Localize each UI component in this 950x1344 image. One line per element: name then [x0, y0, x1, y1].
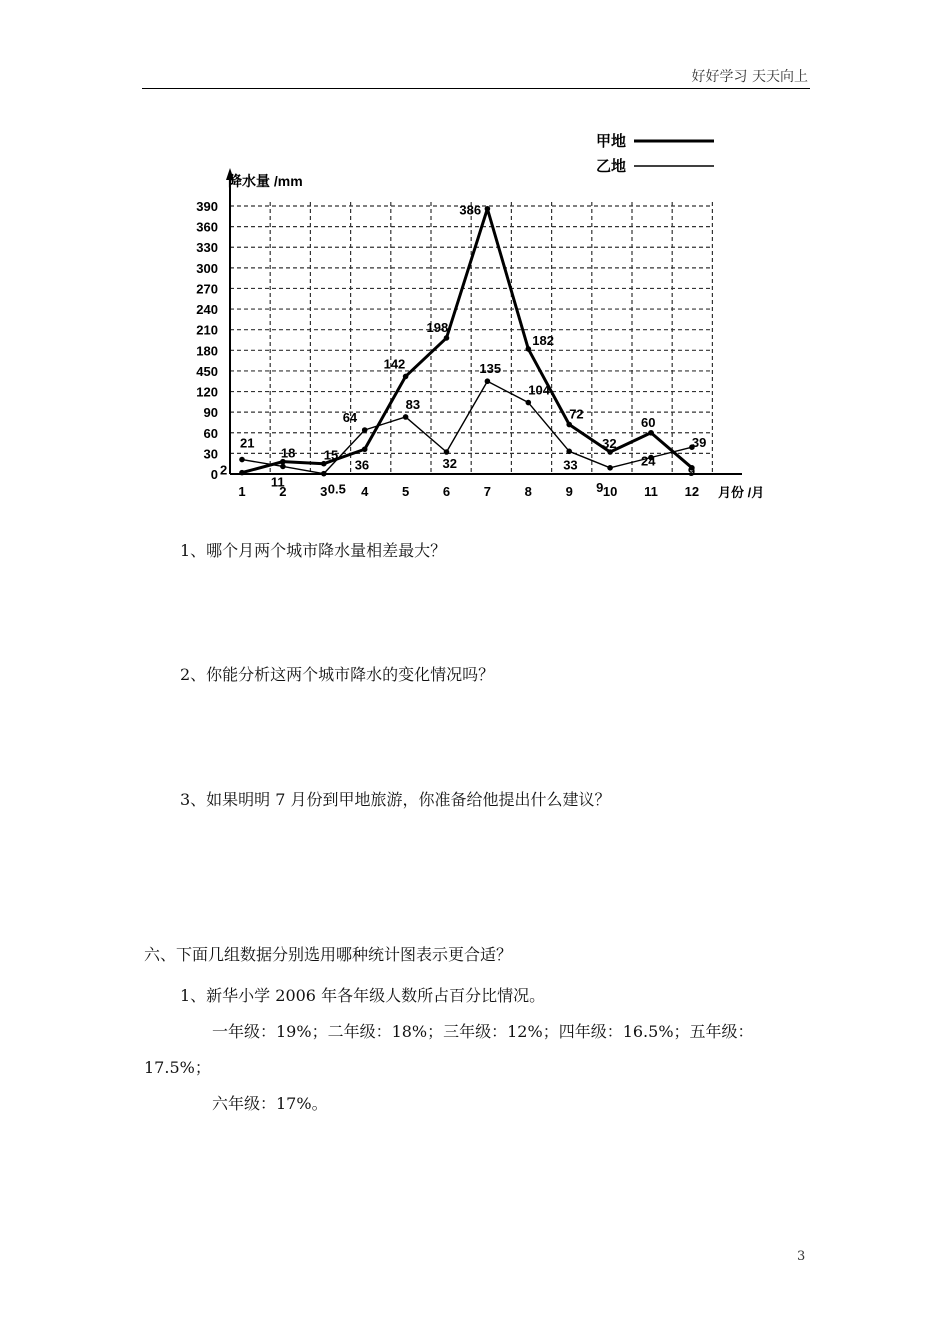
data-label-yi: 32 [442, 456, 457, 472]
data-label-yi: 9 [596, 479, 604, 495]
page-number: 3 [797, 1249, 806, 1264]
x-axis-label: 月份 /月 [718, 485, 765, 500]
data-label-jia: 15 [323, 447, 339, 463]
section-6-item-1: 1、新华小学 2006 年各年级人数所占百分比情况。 [180, 986, 546, 1005]
data-label-jia: 60 [641, 414, 656, 430]
x-tick-label: 1 [238, 484, 246, 499]
data-label-yi: 21 [240, 435, 255, 451]
data-point-jia [648, 430, 654, 436]
data-label-yi: 24 [641, 453, 656, 469]
y-tick-label: 390 [196, 199, 218, 214]
data-label-jia: 2 [220, 462, 228, 478]
y-tick-label: 240 [196, 302, 218, 318]
data-point-jia [362, 446, 368, 452]
data-point-yi [280, 464, 286, 470]
data-point-yi [566, 449, 572, 455]
data-label-jia: 36 [354, 457, 370, 473]
y-tick-label: 90 [203, 405, 218, 421]
x-tick-label: 3 [320, 484, 328, 499]
data-label-jia: 9 [687, 463, 696, 479]
x-tick-label: 2 [279, 484, 287, 499]
y-tick-label: 210 [196, 322, 218, 338]
data-point-yi [526, 400, 532, 406]
question-3: 3、如果明明 7 月份到甲地旅游，你准备给他提出什么建议？ [180, 790, 611, 809]
y-tick-label: 0 [210, 467, 218, 482]
data-label-yi: 83 [405, 396, 421, 412]
x-tick-label: 9 [565, 484, 573, 499]
data-label-yi: 0.5 [327, 481, 346, 497]
precipitation-line-chart [190, 120, 770, 520]
y-tick-label: 330 [196, 240, 218, 256]
data-label-yi: 33 [563, 457, 578, 473]
data-label-jia: 18 [280, 445, 296, 461]
y-tick-label: 30 [203, 446, 218, 462]
data-label-yi: 11 [270, 474, 285, 490]
data-label-jia: 142 [383, 356, 406, 372]
x-tick-label: 6 [442, 484, 451, 499]
y-tick-label: 60 [203, 425, 218, 441]
data-label-jia: 198 [426, 319, 449, 335]
y-tick-label: 360 [196, 219, 218, 235]
data-label-jia: 386 [459, 202, 482, 218]
x-tick-label: 7 [483, 484, 492, 499]
page-header [142, 66, 810, 88]
x-tick-label: 11 [644, 484, 658, 499]
data-point-jia [239, 470, 245, 476]
y-tick-label: 450 [196, 363, 218, 379]
data-label-yi: 64 [342, 410, 358, 426]
data-label-jia: 72 [569, 406, 584, 422]
data-point-jia [526, 346, 532, 352]
data-point-jia [566, 422, 572, 428]
data-point-yi [444, 449, 450, 455]
data-point-yi [485, 378, 491, 384]
y-tick-label: 180 [196, 343, 218, 359]
y-axis-label: 降水量 /mm [228, 173, 303, 189]
y-tick-label: 300 [196, 260, 218, 276]
section-6-title: 六、下面几组数据分别选用哪种统计图表示更合适？ [144, 945, 513, 964]
data-label-jia: 182 [532, 332, 555, 348]
x-tick-label: 12 [684, 484, 700, 499]
data-point-yi [607, 465, 613, 471]
data-point-yi [362, 427, 368, 433]
series-line-yi [242, 381, 692, 473]
question-1: 1、哪个月两个城市降水量相差最大？ [180, 541, 447, 560]
header-text: 好好学习 天天向上 [691, 69, 808, 85]
y-tick-label: 120 [196, 384, 218, 400]
legend-label: 乙地 [596, 158, 627, 175]
data-point-yi [239, 457, 245, 463]
data-label-jia: 32 [602, 436, 617, 452]
x-tick-label: 5 [401, 484, 410, 499]
x-tick-label: 10 [602, 484, 618, 499]
grade-data-line-3: 六年级：17%。 [212, 1094, 328, 1113]
grade-data-line-1: 一年级：19%；二年级：18%；三年级：12%；四年级：16.5%；五年级： [212, 1022, 754, 1041]
data-point-jia [444, 335, 450, 341]
grade-data-line-2: 17.5%； [144, 1058, 211, 1077]
header-rule [142, 88, 810, 89]
legend-label: 甲地 [596, 133, 627, 150]
data-label-yi: 135 [479, 361, 502, 377]
data-label-yi: 39 [691, 435, 707, 451]
y-tick-label: 270 [196, 281, 218, 297]
question-2: 2、你能分析这两个城市降水的变化情况吗？ [180, 665, 495, 684]
x-tick-label: 8 [524, 484, 532, 499]
data-point-jia [485, 206, 491, 212]
data-point-yi [321, 471, 327, 477]
data-label-yi: 104 [528, 382, 551, 398]
x-tick-label: 4 [361, 484, 369, 499]
data-point-yi [403, 414, 409, 420]
data-point-jia [403, 374, 409, 380]
